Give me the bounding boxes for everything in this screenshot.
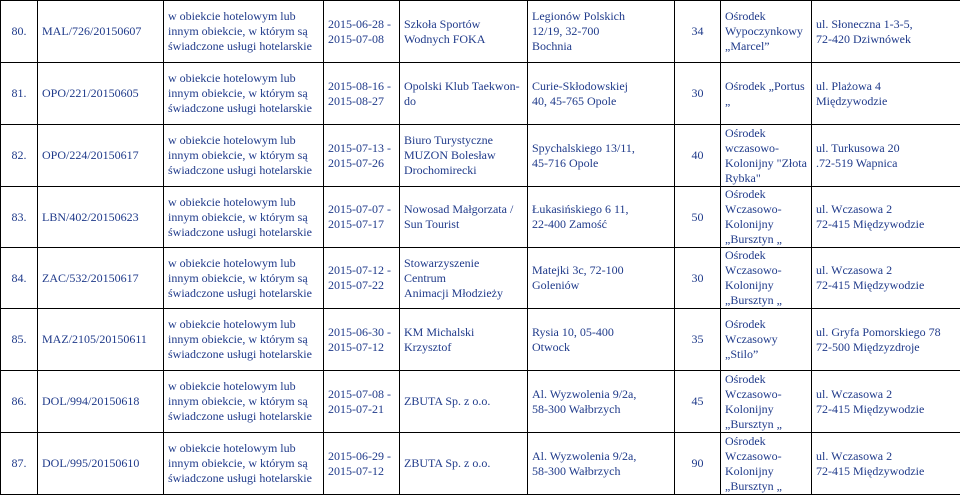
cell-dates-text: 2015-07-13 - 2015-07-26 [328,140,391,170]
cell-registration-code-text: MAZ/2105/20150611 [42,332,147,346]
cell-number [1,371,38,433]
cell-location-text: ul. Wczasowa 2 72-415 Międzywodzie [816,386,925,416]
cell-location [812,63,960,125]
cell-dates-text: 2015-06-28 - 2015-07-08 [328,16,391,46]
table-row [1,309,960,371]
cell-organizer-address-text: Rysia 10, 05-400 Otwock [532,324,614,354]
cell-number-text: 80. [11,24,27,38]
cell-organizer-address-text: Legionów Polskich 12/19, 32-700 Bochnia [532,9,625,53]
cell-dates-text: 2015-06-29 - 2015-07-12 [328,448,391,478]
cell-organizer-address-text: Spychalskiego 13/11, 45-716 Opole [532,140,635,170]
table-row [1,433,960,495]
cell-registration-code-text: OPO/221/20150605 [42,86,139,100]
cell-facility [721,63,812,125]
cell-organizer-address [528,309,675,371]
cell-registration-code [38,125,164,187]
table-row [1,187,960,248]
cell-facility-text: Ośrodek Wczasowo- Kolonijny „Bursztyn „ [725,248,782,307]
cell-facility-text: Ośrodek Wczasowo- Kolonijny „Bursztyn „ [725,187,782,246]
cell-number [1,63,38,125]
cell-organizer [400,63,528,125]
cell-accommodation-type [164,187,324,248]
cell-registration-code [38,371,164,433]
cell-number [1,187,38,248]
cell-accommodation-type [164,63,324,125]
cell-location-text: ul. Wczasowa 2 72-415 Międzywodzie [816,202,925,231]
cell-capacity-text: 35 [691,332,704,346]
cell-organizer-address [528,1,675,63]
cell-registration-code-text: MAL/726/20150607 [42,24,142,38]
cell-dates-text: 2015-07-08 - 2015-07-21 [328,386,391,416]
cell-registration-code [38,187,164,248]
table-row [1,63,960,125]
cell-number [1,125,38,187]
cell-accommodation-type-text: w obiekcie hotelowym lub innym obiekcie, w którym są świadczone usługi hotelarskie [168,379,312,423]
table-row [1,1,960,63]
cell-capacity [675,371,721,433]
cell-capacity [675,187,721,248]
cell-location-text: ul. Słoneczna 1-3-5, 72-420 Dziwnówek [816,16,913,46]
cell-organizer-address [528,371,675,433]
cell-capacity-text: 50 [691,209,704,224]
cell-registration-code [38,309,164,371]
cell-location-text: ul. Gryfa Pomorskiego 78 72-500 Międzyzdroje [816,324,941,354]
cell-registration-code-text: LBN/402/20150623 [42,209,139,224]
cell-location-text: ul. Wczasowa 2 72-415 Międzywodzie [816,263,925,292]
cell-registration-code-text: ZAC/532/20150617 [42,270,139,285]
cell-dates [324,309,400,371]
cell-organizer-text: Nowosad Małgorzata / Sun Tourist [404,202,514,231]
cell-location-text: ul. Turkusowa 20 .72-519 Wapnica [816,140,900,170]
cell-number-text: 87. [11,456,27,470]
cell-facility-text: Ośrodek Wczasowo- Kolonijny „Bursztyn „ [725,371,782,431]
cell-facility [721,371,812,433]
cell-number [1,1,38,63]
cell-organizer [400,187,528,248]
cell-location [812,248,960,309]
cell-facility [721,433,812,495]
cell-registration-code-text: DOL/995/20150610 [42,456,140,470]
cell-facility [721,187,812,248]
cell-capacity [675,248,721,309]
cell-dates [324,433,400,495]
cell-organizer-address [528,433,675,495]
cell-accommodation-type-text: w obiekcie hotelowym lub innym obiekcie, w którym są świadczone usługi hotelarskie [168,9,312,53]
cell-accommodation-type-text: w obiekcie hotelowym lub innym obiekcie, w którym są świadczone usługi hotelarskie [168,71,312,115]
cell-number-text: 82. [11,148,27,162]
cell-accommodation-type [164,309,324,371]
cell-dates-text: 2015-07-12 - 2015-07-22 [328,263,391,292]
cell-organizer-address-text: Łukasińskiego 6 11, 22-400 Zamość [532,202,629,231]
cell-location-text: ul. Plażowa 4 Międzywodzie [816,78,888,108]
cell-number-text: 83. [11,209,27,224]
cell-accommodation-type [164,125,324,187]
cell-facility [721,1,812,63]
cell-facility-text: Ośrodek „Portus „ [725,78,805,108]
cell-organizer-address-text: Matejki 3c, 72-100 Goleniów [532,263,624,292]
cell-organizer-address [528,125,675,187]
cell-location [812,309,960,371]
cell-organizer-text: ZBUTA Sp. z o.o. [404,394,491,408]
cell-number-text: 86. [11,394,27,408]
cell-dates [324,1,400,63]
cell-organizer [400,309,528,371]
cell-registration-code [38,1,164,63]
cell-capacity [675,125,721,187]
cell-facility-text: Ośrodek Wczasowy „Stilo” [725,317,778,361]
cell-dates [324,371,400,433]
cell-accommodation-type-text: w obiekcie hotelowym lub innym obiekcie, w którym są świadczone usługi hotelarskie [168,441,312,485]
cell-accommodation-type [164,248,324,309]
cell-location [812,433,960,495]
cell-number [1,248,38,309]
cell-registration-code [38,248,164,309]
cell-capacity-text: 40 [691,148,704,162]
cell-facility-text: Ośrodek wczasowo- Kolonijny "Złota Rybka" [725,125,807,185]
cell-organizer-address-text: Al. Wyzwolenia 9/2a, 58-300 Wałbrzych [532,448,637,478]
cell-dates-text: 2015-08-16 - 2015-08-27 [328,78,391,108]
cell-organizer-text: Opolski Klub Taekwon- do [404,78,520,108]
cell-registration-code [38,433,164,495]
cell-organizer-address [528,187,675,248]
cell-organizer-text: Stowarzyszenie Centrum Animacji Młodzieży [404,255,503,300]
cell-capacity-text: 30 [691,86,704,100]
cell-location [812,371,960,433]
cell-capacity [675,1,721,63]
cell-accommodation-type [164,1,324,63]
cell-number [1,433,38,495]
cell-capacity [675,433,721,495]
cell-capacity [675,309,721,371]
cell-organizer-text: ZBUTA Sp. z o.o. [404,456,491,470]
cell-organizer-address-text: Curie-Skłodowskiej 40, 45-765 Opole [532,78,628,108]
cell-number-text: 81. [11,86,27,100]
cell-accommodation-type-text: w obiekcie hotelowym lub innym obiekcie, w którym są świadczone usługi hotelarskie [168,194,312,239]
cell-organizer [400,248,528,309]
cell-organizer-text: Biuro Turystyczne MUZON Bolesław Drochomirecki [404,133,496,177]
cell-registration-code-text: DOL/994/20150618 [42,394,140,408]
cell-facility [721,309,812,371]
table-row [1,248,960,309]
cell-dates [324,125,400,187]
cell-location-text: ul. Wczasowa 2 72-415 Międzywodzie [816,448,925,478]
cell-dates [324,187,400,248]
cell-capacity-text: 90 [691,456,704,470]
cell-facility-text: Ośrodek Wczasowo- Kolonijny „Bursztyn „ [725,433,782,493]
cell-dates [324,248,400,309]
cell-capacity [675,63,721,125]
cell-location [812,1,960,63]
table-row [1,125,960,187]
cell-facility [721,248,812,309]
cell-number-text: 85. [11,332,27,346]
cell-capacity-text: 34 [691,24,704,38]
cell-accommodation-type [164,371,324,433]
cell-location [812,187,960,248]
cell-facility-text: Ośrodek Wypoczynkowy „Marcel” [725,9,803,53]
cell-capacity-text: 45 [691,394,704,408]
cell-organizer-address-text: Al. Wyzwolenia 9/2a, 58-300 Wałbrzych [532,386,637,416]
cell-dates [324,63,400,125]
cell-organizer [400,1,528,63]
cell-organizer-text: Szkoła Sportów Wodnych FOKA [404,16,486,46]
cell-dates-text: 2015-06-30 - 2015-07-12 [328,324,391,354]
cell-accommodation-type [164,433,324,495]
cell-registration-code [38,63,164,125]
cell-organizer [400,125,528,187]
cell-location [812,125,960,187]
cell-number [1,309,38,371]
cell-accommodation-type-text: w obiekcie hotelowym lub innym obiekcie, w którym są świadczone usługi hotelarskie [168,133,312,177]
cell-organizer [400,371,528,433]
cell-capacity-text: 30 [691,270,704,285]
cell-accommodation-type-text: w obiekcie hotelowym lub innym obiekcie, w którym są świadczone usługi hotelarskie [168,317,312,361]
cell-dates-text: 2015-07-07 - 2015-07-17 [328,202,391,231]
cell-number-text: 84. [11,270,27,285]
cell-organizer-address [528,63,675,125]
cell-registration-code-text: OPO/224/20150617 [42,148,139,162]
cell-accommodation-type-text: w obiekcie hotelowym lub innym obiekcie, w którym są świadczone usługi hotelarskie [168,255,312,300]
cell-organizer [400,433,528,495]
table-row [1,371,960,433]
cell-organizer-text: KM Michalski Krzysztof [404,324,475,354]
cell-organizer-address [528,248,675,309]
cell-facility [721,125,812,187]
